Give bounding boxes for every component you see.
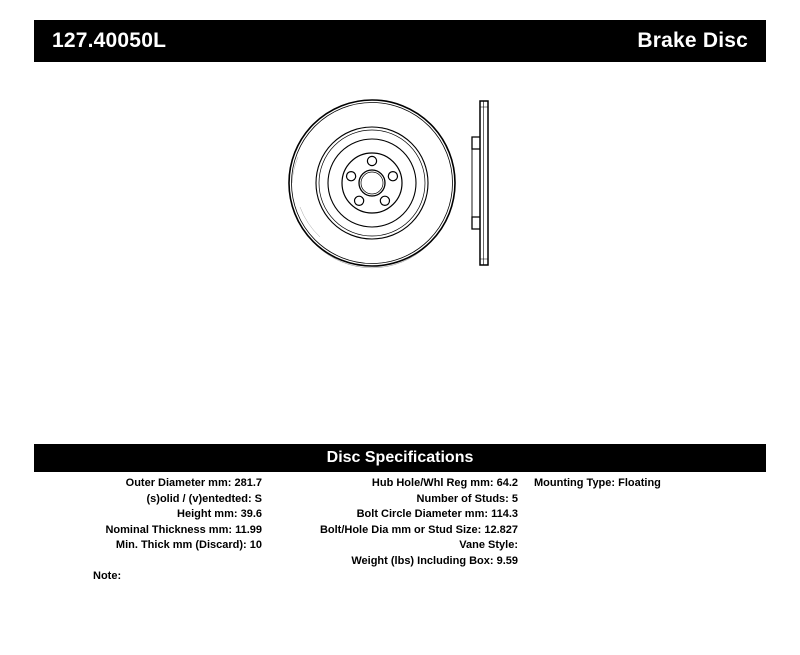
product-illustration: [280, 95, 540, 295]
spec-item: Vane Style:: [459, 539, 518, 551]
brake-rotor-front-view: [289, 100, 455, 268]
spec-item: Number of Studs: 5: [416, 492, 518, 505]
specs-middle-column: [274, 476, 518, 569]
part-number: 127.40050L: [52, 29, 167, 52]
header-bar: [34, 20, 766, 62]
specs-left-column: [34, 476, 262, 554]
spec-item: Bolt Circle Diameter mm: 114.3: [356, 508, 518, 520]
spec-item: Height mm: 39.6: [177, 508, 262, 520]
spec-item: (s)olid / (v)entedted: S: [146, 492, 262, 505]
spec-item: Hub Hole/Whl Reg mm: 64.2: [371, 477, 518, 489]
note-label: Note:: [93, 570, 122, 582]
spec-item: Outer Diameter mm: 281.7: [125, 477, 262, 489]
specs-area: [34, 476, 766, 586]
spec-item: Min. Thick mm (Discard): 10: [115, 539, 262, 551]
product-type-label: Brake Disc: [637, 29, 748, 52]
specs-title-bar: [34, 444, 766, 472]
specs-right-column: [534, 476, 766, 492]
spec-item: Nominal Thickness mm: 11.99: [105, 523, 262, 536]
specs-title: Disc Specifications: [326, 449, 474, 466]
brake-rotor-side-profile: [472, 101, 488, 265]
spec-item: Bolt/Hole Dia mm or Stud Size: 12.827: [319, 523, 518, 536]
spec-item: Mounting Type: Floating: [534, 477, 661, 489]
spec-item: Weight (lbs) Including Box: 9.59: [351, 554, 518, 567]
